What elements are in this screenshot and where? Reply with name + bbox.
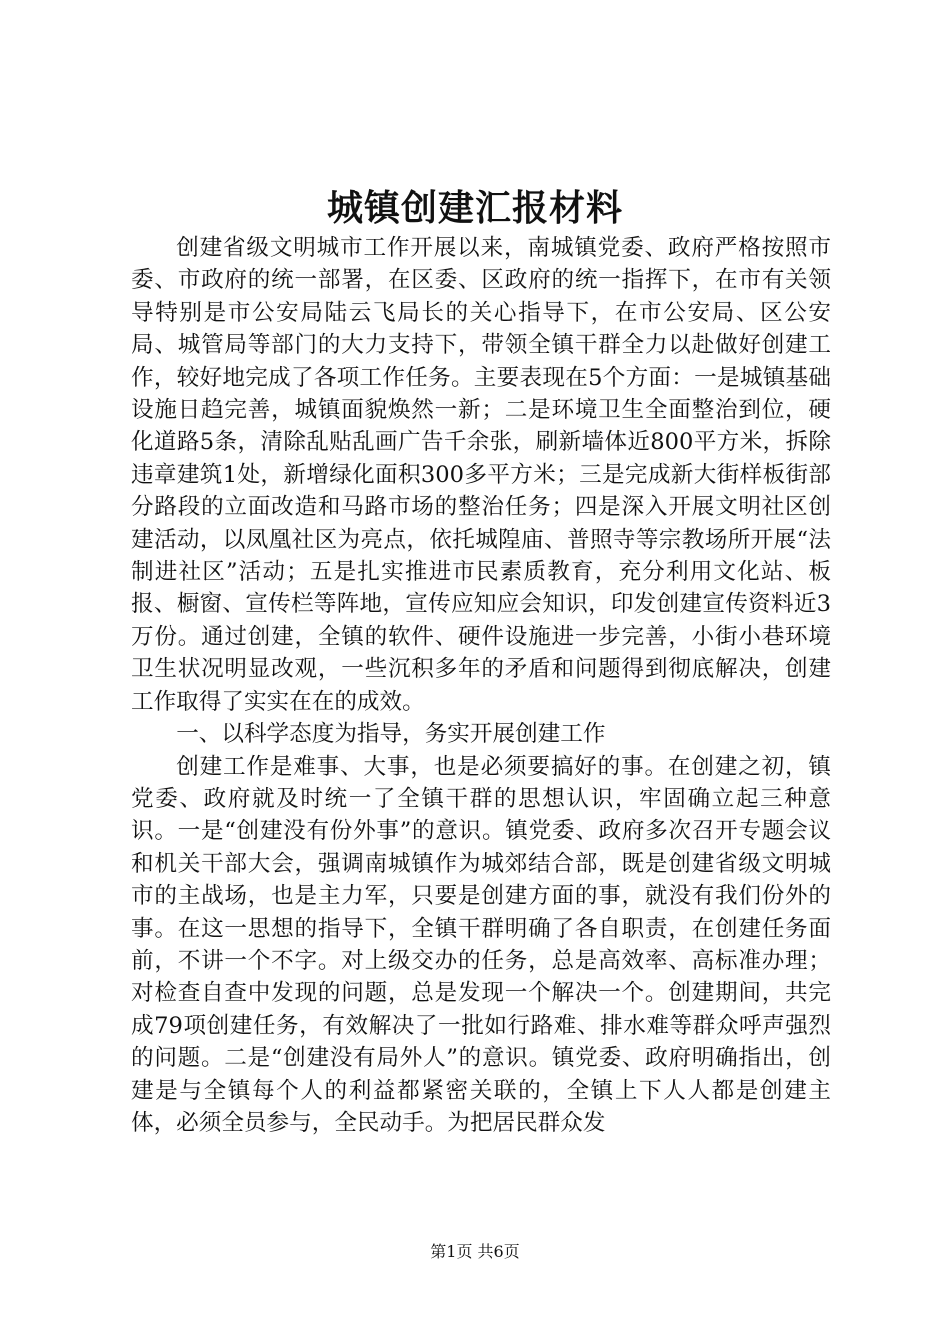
section-1-paragraph: 创建工作是难事、大事，也是必须要搞好的事。在创建之初，镇党委、政府就及时统一了全镇干群的思想认识，牢固确立起三种意识。一是“创建没有份外事”的意识。镇党委、政府多次召开专题会议和机关干部大会，强调南城镇作为城郊结合部，既是创建省级文明城市的主战场，也是主力军，只要是创建方面的事，就没有我们份外的事。在这一思想的指导下，全镇干群明确了各自职责，在创建任务面前，不讲一个不字。对上级交办的任务，总是高效率、高标准办理；对检查自查中发现的问题，总是发现一个解决一个。创建期间，共完成79项创建任务，有效解决了一批如行路难、排水难等群众呼声强烈的问题。二是“创建没有局外人”的意识。镇党委、政府明确指出，创建是与全镇每个人的利益都紧密关联的，全镇上下人人都是创建主体，必须全员参与，全民动手。为把居民群众发 [131,753,831,1136]
page-footer: 第1页 共6页 [430,1242,520,1261]
document-title: 城镇创建汇报材料 [326,187,623,229]
section-heading-1: 一、以科学态度为指导，务实开展创建工作 [176,721,606,748]
intro-paragraph: 创建省级文明城市工作开展以来，南城镇党委、政府严格按照市委、市政府的统一部署，在区委、区政府的统一指挥下，在市有关领导特别是市公安局陆云飞局长的关心指导下，在市公安局、区公安局、城管局等部门的大力支持下，带领全镇干群全力以赴做好创建工作，较好地完成了各项工作任务。主要表现在5个方面：一是城镇基础设施日趋完善，城镇面貌焕然一新；二是环境卫生全面整治到位，硬化道路5条，清除乱贴乱画广告千余张，刷新墙体近800平方米，拆除违章建筑1处，新增绿化面积300多平方米；三是完成新大街样板街部分路段的立面改造和马路市场的整治任务；四是深入开展文明社区创建活动，以凤凰社区为亮点，依托城隍庙、普照寺等宗教场所开展“法制进社区”活动；五是扎实推进市民素质教育，充分利用文化站、板报、橱窗、宣传栏等阵地，宣传应知应会知识，印发创建宣传资料近3万份。通过创建，全镇的软件、硬件设施进一步完善，小街小巷环境卫生状况明显改观，一些沉积多年的矛盾和问题得到彻底解决，创建工作取得了实实在在的成效。 [131,235,831,715]
document-body [131,232,831,1139]
